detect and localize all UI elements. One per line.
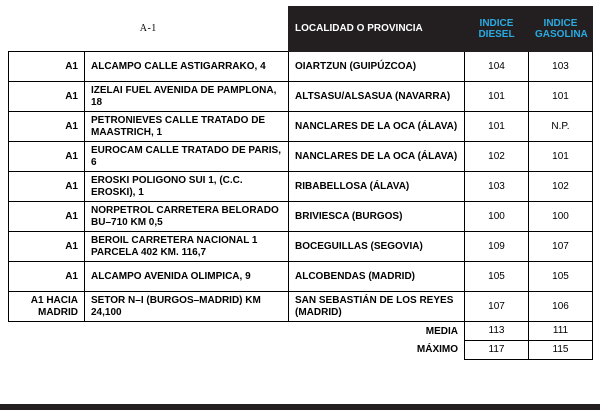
summary-spacer — [9, 341, 85, 360]
cell-gasoline-index: 106 — [529, 292, 593, 322]
cell-diesel-index: 100 — [465, 202, 529, 232]
table-row — [9, 262, 593, 292]
cell-diesel-index: 101 — [465, 82, 529, 112]
cell-city: RIBABELLOSA (ÁLAVA) — [289, 172, 465, 202]
summary-spacer — [85, 341, 289, 360]
cell-station: NORPETROL CARRETERA BELORADO BU–710 KM 0,5 — [85, 202, 289, 232]
price-index-sheet — [0, 6, 600, 410]
column-header-diesel-line1: INDICE — [479, 17, 514, 29]
column-header-gasoline — [529, 7, 593, 52]
cell-gasoline-index: 105 — [529, 262, 593, 292]
table-row — [9, 202, 593, 232]
summary-spacer — [9, 322, 85, 341]
route-code-title: A-1 — [9, 7, 289, 52]
column-header-gasoline-line2: GASOLINA — [535, 29, 588, 40]
cell-road: A1 HACIA MADRID — [9, 292, 85, 322]
summary-label-maximo: MÁXIMO — [416, 344, 458, 356]
cell-gasoline-index: 100 — [529, 202, 593, 232]
cell-diesel-index: 102 — [465, 142, 529, 172]
cell-city: ALCOBENDAS (MADRID) — [289, 262, 465, 292]
cell-road: A1 — [9, 82, 85, 112]
cell-city: SAN SEBASTIÁN DE LOS REYES (MADRID) — [289, 292, 465, 322]
summary-row-media — [9, 322, 593, 341]
table-row — [9, 112, 593, 142]
table-row — [9, 52, 593, 82]
cell-city: BOCEGUILLAS (SEGOVIA) — [289, 232, 465, 262]
cell-station: IZELAI FUEL AVENIDA DE PAMPLONA, 18 — [85, 82, 289, 112]
cell-road: A1 — [9, 202, 85, 232]
cell-city: NANCLARES DE LA OCA (ÁLAVA) — [289, 142, 465, 172]
footer-bar — [0, 404, 600, 410]
cell-road: A1 — [9, 52, 85, 82]
summary-row-maximo — [9, 341, 593, 360]
table-row — [9, 172, 593, 202]
cell-diesel-index: 104 — [465, 52, 529, 82]
table-row — [9, 142, 593, 172]
cell-gasoline-index: 107 — [529, 232, 593, 262]
cell-gasoline-index: 103 — [529, 52, 593, 82]
cell-road: A1 — [9, 262, 85, 292]
summary-media-diesel: 113 — [465, 322, 529, 341]
cell-station: PETRONIEVES CALLE TRATADO DE MAASTRICH, 1 — [85, 112, 289, 142]
table-row — [9, 232, 593, 262]
cell-station: EUROCAM CALLE TRATADO DE PARIS, 6 — [85, 142, 289, 172]
cell-road: A1 — [9, 142, 85, 172]
cell-diesel-index: 107 — [465, 292, 529, 322]
fuel-price-table — [8, 6, 593, 360]
cell-city: ALTSASU/ALSASUA (NAVARRA) — [289, 82, 465, 112]
cell-city: BRIVIESCA (BURGOS) — [289, 202, 465, 232]
summary-maximo-gasoline: 115 — [529, 341, 593, 360]
cell-gasoline-index: 102 — [529, 172, 593, 202]
table-row — [9, 82, 593, 112]
cell-diesel-index: 105 — [465, 262, 529, 292]
cell-road: A1 — [9, 112, 85, 142]
cell-diesel-index: 103 — [465, 172, 529, 202]
cell-station: EROSKI POLIGONO SUI 1, (C.C. EROSKI), 1 — [85, 172, 289, 202]
cell-station: ALCAMPO AVENIDA OLIMPICA, 9 — [85, 262, 289, 292]
cell-station: BEROIL CARRETERA NACIONAL 1 PARCELA 402 KM. 116,7 — [85, 232, 289, 262]
cell-road: A1 — [9, 172, 85, 202]
summary-media-gasoline: 111 — [529, 322, 593, 341]
cell-city: NANCLARES DE LA OCA (ÁLAVA) — [289, 112, 465, 142]
column-header-gasoline-line1: INDICE — [543, 17, 578, 29]
cell-city: OIARTZUN (GUIPÚZCOA) — [289, 52, 465, 82]
cell-station: ALCAMPO CALLE ASTIGARRAKO, 4 — [85, 52, 289, 82]
column-header-diesel — [465, 7, 529, 52]
table-row — [9, 292, 593, 322]
column-header-diesel-line2: DIESEL — [478, 29, 515, 40]
cell-road: A1 — [9, 232, 85, 262]
cell-diesel-index: 101 — [465, 112, 529, 142]
cell-diesel-index: 109 — [465, 232, 529, 262]
cell-gasoline-index: N.P. — [529, 112, 593, 142]
column-header-city: LOCALIDAD O PROVINCIA — [289, 7, 465, 52]
cell-station: SETOR N–I (BURGOS–MADRID) KM 24,100 — [85, 292, 289, 322]
summary-maximo-diesel: 117 — [465, 341, 529, 360]
summary-spacer — [85, 322, 289, 341]
summary-label-media: MEDIA — [425, 325, 458, 337]
cell-gasoline-index: 101 — [529, 142, 593, 172]
cell-gasoline-index: 101 — [529, 82, 593, 112]
table-header-row — [9, 7, 593, 52]
